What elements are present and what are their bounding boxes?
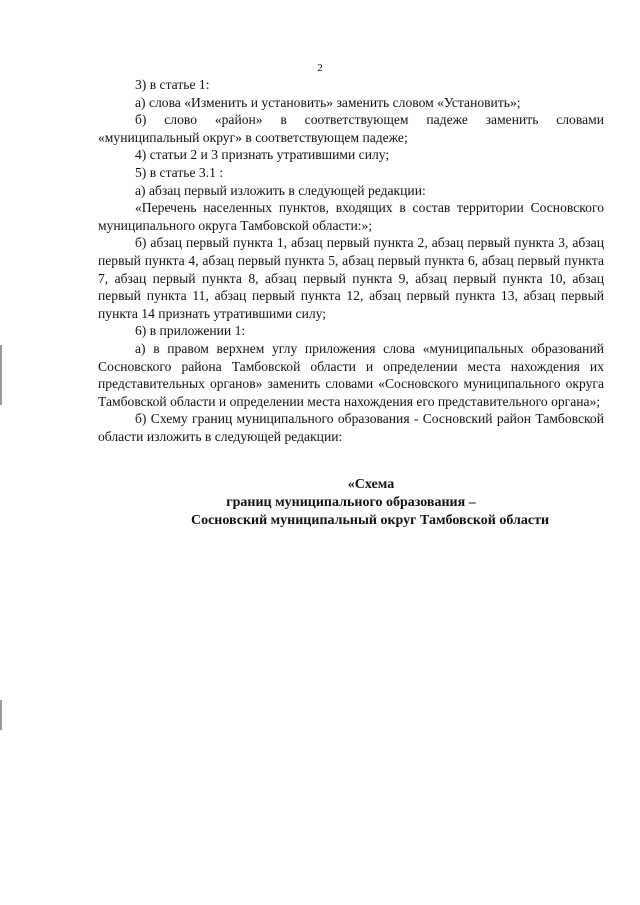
paragraph: а) в правом верхнем углу приложения слова «муниципальных образований Сосновского района Тамбовской области и определении места нахождения их представительных органов» заменить словами «Сосновского муниципального округа Тамбовской области и определении места нахождения его представительного органа»; <box>98 340 604 409</box>
schema-title <box>98 476 604 530</box>
paragraph: б) Схему границ муниципального образования - Сосновский район Тамбовской области изложить в следующей редакции: <box>98 411 604 444</box>
schema-title-line: «Схема <box>347 477 395 492</box>
scan-margin-mark <box>0 700 2 730</box>
scan-margin-mark <box>0 345 2 405</box>
paragraph: «Перечень населенных пунктов, входящих в состав территории Сосновского муниципального округа Тамбовской области:»; <box>98 200 604 233</box>
schema-title-line: границ муниципального образования – <box>226 495 476 510</box>
paragraph: 4) статьи 2 и 3 признать утратившими силу; <box>135 147 390 163</box>
paragraph: а) слова «Изменить и установить» заменить словом «Установить»; <box>135 94 521 110</box>
page-number: 2 <box>317 62 323 74</box>
paragraph: а) абзац первый изложить в следующей редакции: <box>135 182 426 198</box>
paragraph: б) слово «район» в соответствующем падеже заменить словами «муниципальный округ» в соответствующем падеже; <box>98 112 604 145</box>
paragraph: 3) в статье 1: <box>135 77 210 92</box>
document-body <box>98 76 604 445</box>
paragraph: 6) в приложении 1: <box>135 323 246 339</box>
paragraph: 5) в статье 3.1 : <box>135 164 224 180</box>
schema-title-line: Сосновский муниципальный округ Тамбовской области <box>190 513 550 528</box>
paragraph: б) абзац первый пункта 1, абзац первый пункта 2, абзац первый пункта 3, абзац первый пункта 4, абзац первый пункта 5, абзац первый пункта 6, абзац первый пункта 7, абзац первый пункта 8, абзац первый пункта 9, абзац первый пункта 10, абзац первый пункта 11, абзац первый пункта 12, абзац первый пункта 13, абзац первый пункта 14 признать утратившими силу; <box>98 235 604 321</box>
